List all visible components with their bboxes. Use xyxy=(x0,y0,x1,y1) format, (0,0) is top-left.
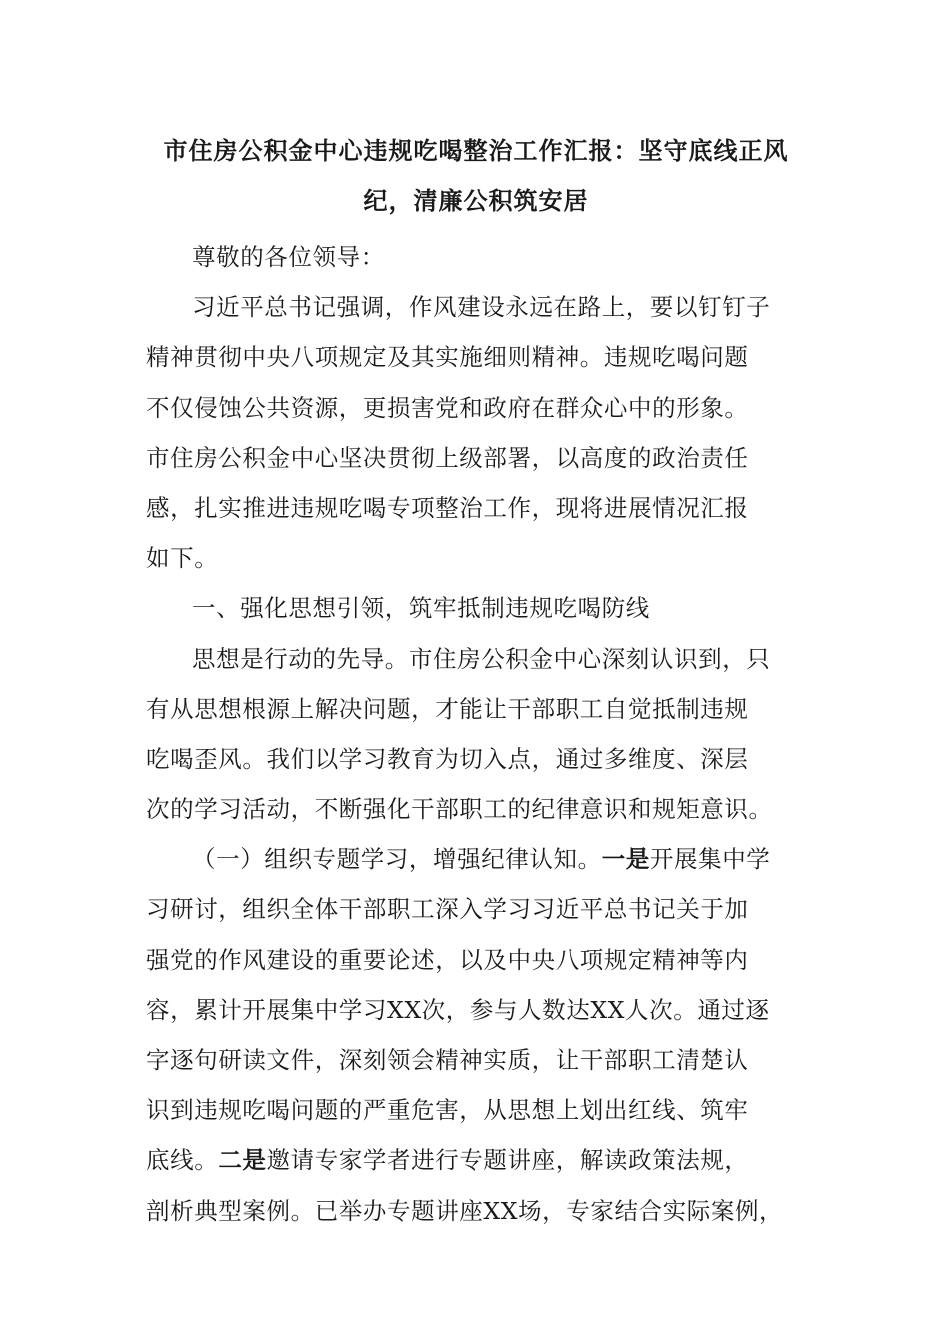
subsection-1-lead: （一）组织专题学习，增强纪律认知。 xyxy=(192,845,602,874)
section-1-paragraph xyxy=(146,634,806,835)
section-1-line: 吃喝歪风。我们以学习教育为切入点，通过多维度、深层 xyxy=(146,744,749,773)
intro-line: 精神贯彻中央八项规定及其实施细则精神。违规吃喝问题 xyxy=(146,343,749,372)
intro-paragraph xyxy=(146,282,806,583)
subsection-1-first-line xyxy=(146,834,806,884)
intro-line: 市住房公积金中心坚决贯彻上级部署，以高度的政治责任 xyxy=(146,443,749,472)
second-point-marker: 二是 xyxy=(218,1146,267,1175)
second-point-tail: 邀请专家学者进行专题讲座，解读政策法规， xyxy=(266,1146,749,1175)
document-body xyxy=(146,232,806,1236)
section-1-line: 思想是行动的先导。市住房公积金中心深刻认识到，只 xyxy=(192,644,771,673)
first-point-tail: 开展集中学 xyxy=(649,845,771,874)
first-point-marker: 一是 xyxy=(601,845,650,874)
subsection-1-paragraph xyxy=(146,834,806,1236)
intro-line: 不仅侵蚀公共资源，更损害党和政府在群众心中的形象。 xyxy=(146,393,749,422)
subsection-1-line: 识到违规吃喝问题的严重危害，从思想上划出红线、筑牢 xyxy=(146,1096,749,1125)
title-line-2: 纪，清廉公积筑安居 xyxy=(363,187,589,215)
subsection-1-line: 容，累计开展集中学习XX次，参与人数达XX人次。通过逐 xyxy=(146,995,770,1024)
second-point-head: 底线。 xyxy=(146,1146,219,1175)
salutation: 尊敬的各位领导： xyxy=(192,243,385,271)
intro-line: 习近平总书记强调，作风建设永远在路上，要以钉钉子 xyxy=(192,293,771,322)
subsection-1-line: 字逐句研读文件，深刻领会精神实质，让干部职工清楚认 xyxy=(146,1046,749,1074)
intro-line: 如下。 xyxy=(146,544,219,573)
title-line-1: 市住房公积金中心违规吃喝整治工作汇报：坚守底线正风 xyxy=(163,137,789,165)
subsection-1-line: 强党的作风建设的重要论述，以及中央八项规定精神等内 xyxy=(146,945,749,974)
subsection-1-line: 剖析典型案例。已举办专题讲座XX场，专家结合实际案例， xyxy=(146,1196,784,1225)
subsection-1-line: 习研讨，组织全体干部职工深入学习习近平总书记关于加 xyxy=(146,895,749,924)
subsection-1-second-point-line xyxy=(146,1135,806,1185)
document-title xyxy=(146,126,806,226)
document-page xyxy=(146,126,806,1236)
section-1-line: 次的学习活动，不断强化干部职工的纪律意识和规矩意识。 xyxy=(146,795,773,824)
section-1-line: 有从思想根源上解决问题，才能让干部职工自觉抵制违规 xyxy=(146,694,749,723)
intro-line: 感，扎实推进违规吃喝专项整治工作，现将进展情况汇报 xyxy=(146,493,749,522)
section-1-heading: 一、强化思想引领，筑牢抵制违规吃喝防线 xyxy=(192,594,650,623)
